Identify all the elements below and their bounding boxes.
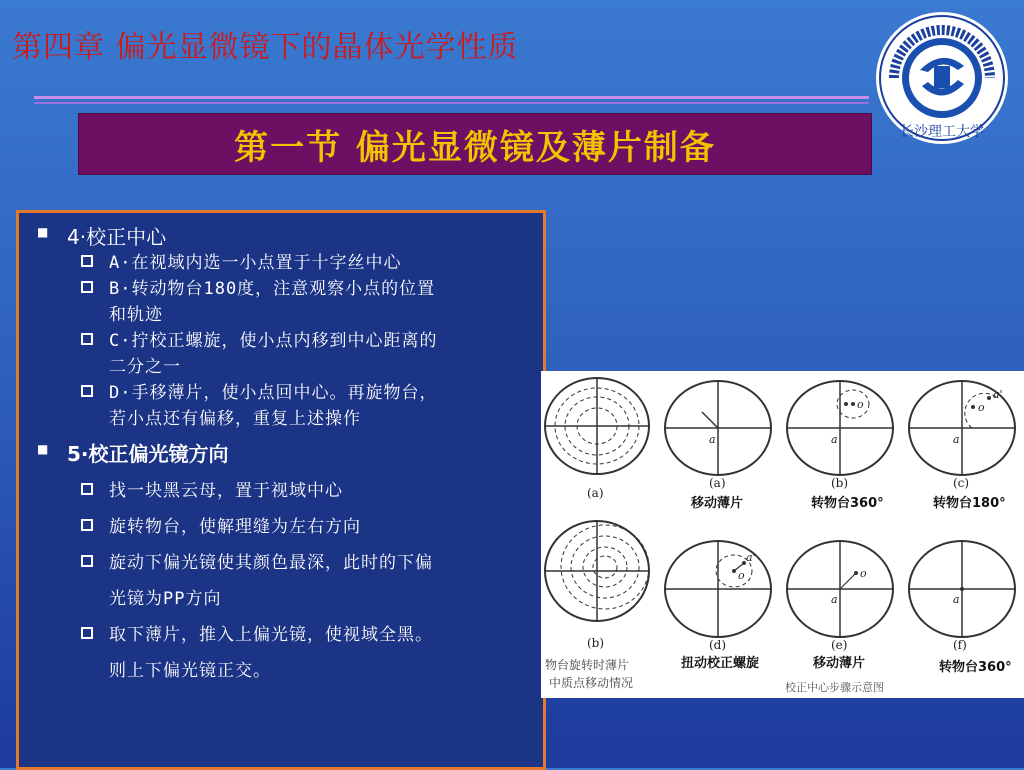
checkbox-bullet-icon — [81, 281, 93, 293]
left-label-b: (b) — [587, 636, 605, 650]
step-text-cont: 若小点还有偏移，重复上述操作 — [109, 409, 361, 429]
section-title: 第一节 偏光显微镜及薄片制备 — [234, 127, 716, 168]
svg-text:o: o — [860, 567, 867, 580]
panel-b-tag: (b) — [831, 476, 849, 490]
list-item-5c — [81, 545, 535, 617]
checkbox-bullet-icon — [81, 385, 93, 397]
panel-f-caption: 转物台360° — [939, 660, 1012, 675]
panel-e-tag: (e) — [831, 638, 848, 652]
checkbox-bullet-icon — [81, 627, 93, 639]
panel-b — [787, 381, 893, 475]
list-item-4d — [81, 380, 535, 432]
list-item-4c — [81, 328, 535, 380]
svg-text:o: o — [978, 401, 985, 414]
svg-text:a': a' — [993, 388, 1003, 401]
list-item-4-heading — [37, 221, 535, 250]
svg-text:a: a — [709, 433, 716, 446]
panel-c-caption: 转物台180° — [933, 496, 1006, 511]
divider-line-top — [34, 96, 869, 99]
panel-e — [787, 541, 893, 637]
step-text: 旋转物台，使解理缝为左右方向 — [109, 517, 361, 537]
section-title-bar — [78, 113, 872, 175]
list-item-5b — [81, 509, 535, 545]
svg-text:a': a' — [746, 551, 756, 564]
step-text-cont: 二分之一 — [109, 357, 181, 377]
checkbox-bullet-icon — [81, 519, 93, 531]
panel-a-tag: (a) — [709, 476, 726, 490]
content-box — [16, 210, 546, 770]
list-item-5a — [81, 473, 535, 509]
left-circle-a — [545, 378, 649, 474]
panel-d — [665, 541, 771, 637]
square-bullet-icon: ■ — [37, 225, 49, 239]
panel-e-caption: 移动薄片 — [813, 656, 866, 671]
panel-a-caption: 移动薄片 — [691, 496, 744, 511]
left-caption-line1: 物台旋转时薄片 — [545, 658, 630, 672]
left-circle-b — [545, 521, 649, 621]
centering-diagram — [541, 371, 1024, 698]
item4-heading: 4·校正中心 — [67, 225, 167, 249]
step-text: B·转动物台180度，注意观察小点的位置 — [109, 279, 436, 299]
svg-text:a: a — [831, 433, 838, 446]
list-item-5-heading — [37, 438, 535, 467]
step-text: 找一块黑云母，置于视域中心 — [109, 481, 343, 501]
svg-text:a: a — [953, 593, 960, 606]
panel-f-tag: (f) — [953, 638, 967, 652]
left-caption-line2: 中质点移动情况 — [549, 676, 634, 690]
item5-heading: 5·校正偏光镜方向 — [67, 442, 229, 466]
checkbox-bullet-icon — [81, 255, 93, 267]
chapter-title: 第四章 偏光显微镜下的晶体光学性质 — [12, 30, 519, 65]
university-logo-icon — [872, 8, 1012, 148]
list-item-4a — [81, 250, 535, 276]
checkbox-bullet-icon — [81, 333, 93, 345]
panel-a — [665, 381, 771, 475]
step-text-cont: 光镜为PP方向 — [109, 589, 222, 609]
step-text: C·拧校正螺旋，使小点内移到中心距离的 — [109, 331, 438, 351]
figure-caption: 校正中心步骤示意图 — [785, 681, 884, 694]
panel-d-caption: 扭动校正螺旋 — [681, 656, 760, 671]
svg-text:a: a — [831, 593, 838, 606]
checkbox-bullet-icon — [81, 555, 93, 567]
content-list — [37, 215, 535, 689]
step-text-cont: 则上下偏光镜正交。 — [109, 661, 271, 681]
panel-b-caption: 转物台360° — [811, 496, 884, 511]
panel-c — [909, 381, 1015, 475]
left-label-a: (a) — [587, 486, 604, 500]
step-text: D·手移薄片，使小点回中心。再旋物台， — [109, 383, 438, 403]
panel-f — [909, 541, 1015, 637]
svg-text:o: o — [857, 398, 864, 411]
panel-c-tag: (c) — [953, 476, 970, 490]
divider-line-bottom — [34, 102, 869, 104]
step-text-cont: 和轨迹 — [109, 305, 163, 325]
checkbox-bullet-icon — [81, 483, 93, 495]
panel-d-tag: (d) — [709, 638, 727, 652]
step-text: 旋动下偏光镜使其颜色最深，此时的下偏 — [109, 553, 433, 573]
svg-text:a: a — [953, 433, 960, 446]
step-text: 取下薄片，推入上偏光镜，使视域全黑。 — [109, 625, 433, 645]
logo-chinese-text: 长沙理工大学 — [900, 124, 984, 140]
svg-text:o: o — [738, 569, 745, 582]
list-item-5d — [81, 617, 535, 689]
square-bullet-icon: ■ — [37, 442, 49, 456]
step-text: A·在视域内选一小点置于十字丝中心 — [109, 253, 402, 273]
list-item-4b — [81, 276, 535, 328]
